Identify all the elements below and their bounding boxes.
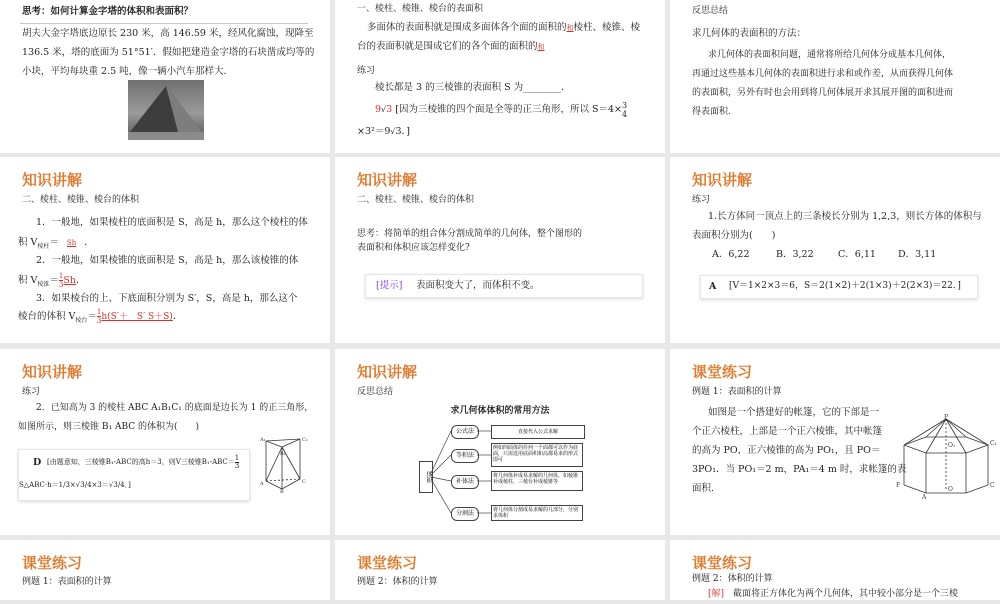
exercise-question: 表面积分别为( ) [692, 230, 776, 241]
slide-11 [335, 540, 665, 600]
svg-text:C: C [302, 479, 306, 485]
section-heading: 反思总结 [692, 6, 729, 16]
text-line: 得表面积. [692, 107, 731, 117]
method-desc: 将几何体分割成易求解的几部分，分别求体积 [491, 505, 583, 521]
formula-line: 棱台的体积 $V_{棱台}=$ $\frac{1}{3}$ h(S′＋ S′ S＋S)． [18, 308, 183, 325]
text-line: 小块，平均每块重 2.5 吨，像一辆小汽车那样大． [22, 66, 234, 77]
pyramid-photo [128, 80, 204, 140]
text-line: 136.5 米，塔的底面为 51°51′．假如把建造金字塔的石块凿成均等的 [22, 47, 315, 58]
slide-10 [0, 540, 330, 600]
svg-text:C: C [990, 482, 995, 489]
section-heading: 反思总结 [357, 387, 394, 397]
answer-line: ×3²＝9√3．] [357, 126, 410, 137]
slide-8 [335, 349, 665, 535]
text-line: 3．如果棱台的上、下底面积分别为 S′，S，高是 h，那么这个 [36, 293, 298, 304]
exercise-question: 棱长都是 3 的三棱锥的表面积 S 为________． [375, 82, 571, 93]
slide-12 [670, 540, 1000, 600]
slide-3 [670, 0, 1000, 153]
problem-text: 面积. [692, 483, 715, 494]
svg-text:F: F [896, 482, 901, 489]
slide-title: 知识讲解 [22, 363, 83, 381]
slide-title: 课堂练习 [692, 554, 753, 572]
example-heading: 例题 1：表面积的计算 [692, 387, 782, 397]
method-formula: 公式法 [451, 425, 479, 439]
option-c: C．6,11 [838, 249, 876, 260]
answer-line: 9√3 [因为三棱锥的四个面是全等的正三角形，所以 S＝4× 3 4 [375, 100, 628, 119]
slide-2 [335, 0, 665, 153]
slide-7 [0, 349, 330, 535]
methods-diagram [415, 403, 585, 528]
exercise-label: 练习 [692, 195, 711, 205]
text-line: 求几何体的表面积问题，通常将所给几何体分成基本几何体， [708, 50, 952, 60]
slide-4 [0, 157, 330, 343]
method-desc: 将几何体补成易求解的几何体，如棱锥补成棱柱，三棱台补成棱锥等 [491, 471, 583, 491]
exercise-label: 练习 [357, 66, 376, 76]
svg-text:B₁: B₁ [280, 451, 286, 457]
method-desc: 例如四面体的任何一个面都可以作为底面，只需选用底面积和高都易求的形式即可 [491, 443, 583, 467]
hint-answer: 表面积变大了，而体积不变。 [416, 280, 540, 291]
solution-text: [解] 截面将正方体化为两个几何体，其中较小部分是一个三棱 [708, 589, 959, 599]
tent-figure [896, 415, 996, 499]
slide-title: 课堂练习 [22, 554, 83, 572]
text-line: 多面体的表面积就是围成多面体各个面的面积的和棱柱、棱锥、棱 [367, 22, 641, 33]
diagram-center-node: 体积 [419, 461, 433, 493]
formula-line: 积 $V_{棱柱}= Sh$ ． [18, 237, 94, 250]
hint-box [365, 274, 643, 298]
problem-text: 个正六棱柱，上部是一个正六棱锥，其中帐篷 [692, 426, 883, 437]
problem-text: 的高为 PO，正六棱锥的高为 PO₁，且 PO＝ [692, 445, 881, 456]
svg-text:O: O [948, 486, 953, 493]
prism-figure [260, 433, 308, 493]
svg-text:C₁: C₁ [990, 440, 997, 447]
svg-text:C₁: C₁ [302, 437, 308, 443]
formula-line: 积 $V_{棱锥}=$ $\frac{1}{3}$ Sh． [18, 272, 86, 289]
answer-letter: D [33, 457, 42, 468]
section-heading: 二、棱柱、棱锥、棱台的体积 [357, 195, 475, 205]
slide-1 [0, 0, 330, 153]
slide-title: 知识讲解 [357, 171, 418, 189]
slide-title: 知识讲解 [357, 363, 418, 381]
section-heading: 二、棱柱、棱锥、棱台的体积 [22, 195, 140, 205]
hint-label: [提示] [376, 280, 403, 291]
answer-explanation: [V＝1×2×3＝6，S＝2(1×2)＋2(1×3)＋2(2×3)＝22．] [729, 281, 961, 291]
exercise-question: 2．已知高为 3 的棱柱 ABC A₁B₁C₁ 的底面是边长为 1 的正三角形， [36, 403, 314, 413]
think-question: 思考：如何计算金字塔的体积和表面积？ [22, 6, 194, 17]
answer-box [700, 275, 978, 299]
slide-6 [670, 157, 1000, 343]
text-line: 再通过这些基本几何体的表面积进行求和或作差，从而获得几何体 [692, 69, 954, 79]
slide-title: 课堂练习 [692, 363, 753, 381]
method-split: 分割法 [451, 507, 479, 521]
slide-9 [670, 349, 1000, 535]
example-heading: 例题 2：体积的计算 [357, 577, 438, 587]
text-line: 2．一般地，如果棱锥的底面积是 S，高是 h，那么该棱锥的体 [36, 255, 299, 266]
think-question: 思考：将简单的组合体分割成简单的几何体，整个图形的 [357, 229, 583, 239]
text-line: 1．一般地，如果棱柱的底面积是 S，高是 h，那么这个棱柱的体 [36, 217, 308, 228]
section-heading: 一、棱柱、棱锥、棱台的表面积 [357, 4, 484, 14]
example-heading: 例题 1：表面积的计算 [22, 577, 112, 587]
exercise-question: 1.长方体同一顶点上的三条棱长分别为 1,2,3，则长方体的体积与 [708, 211, 982, 222]
svg-text:A: A [922, 494, 927, 501]
method-equal-volume: 等积法 [451, 449, 479, 463]
text-line: 求几何体的表面积的方法： [692, 28, 807, 39]
example-heading: 例题 2：体积的计算 [692, 574, 773, 584]
svg-text:B: B [280, 489, 284, 495]
svg-text:A: A [260, 481, 264, 487]
answer-letter: A [709, 281, 717, 292]
method-desc: 直接代入公式求解 [491, 425, 585, 439]
option-b: B．3,22 [776, 249, 814, 260]
method-complement: 补体法 [451, 475, 479, 489]
svg-text:O₁: O₁ [948, 442, 956, 449]
diagram-title: 求几何体体积的常用方法 [450, 406, 550, 416]
exercise-label: 练习 [22, 387, 41, 397]
think-question: 表面积和体积应该怎样变化? [357, 243, 470, 253]
option-a: A．6,22 [712, 249, 750, 260]
problem-text: 3PO₁．当 PO₁＝2 m，PA₁＝4 m 时，求帐篷的表 [692, 464, 907, 475]
slide-title: 知识讲解 [692, 171, 753, 189]
svg-text:P: P [944, 414, 949, 421]
slide-title: 知识讲解 [22, 171, 83, 189]
exercise-question: 如图所示，则三棱锥 B₁ ABC 的体积为( ) [18, 422, 199, 432]
text-line: 台的表面积就是围成它们的各个面的面积的和 [357, 41, 545, 52]
option-d: D．3,11 [898, 249, 937, 260]
problem-text: 如图是一个搭建好的帐篷，它的下部是一 [708, 407, 880, 418]
text-line: 的表面积，另外有时也会用到将几何体展开求其展开图的面积进而 [692, 88, 954, 98]
slide-5 [335, 157, 665, 343]
answer-box [18, 449, 250, 501]
answer-explanation: [由题意知，三棱锥B₁-ABC的高h＝3，则V三棱锥B₁-ABC＝ $\frac{1}{3}$ [47, 453, 240, 470]
text-line: 胡夫大金字塔底边原长 230 米，高 146.59 米，经风化腐蚀，现降至 [22, 28, 314, 39]
answer-explanation: S△ABC·h＝1/3×√3/4×3＝√3/4．] [19, 481, 131, 489]
svg-text:A₁: A₁ [260, 437, 266, 443]
slide-title: 课堂练习 [357, 554, 418, 572]
